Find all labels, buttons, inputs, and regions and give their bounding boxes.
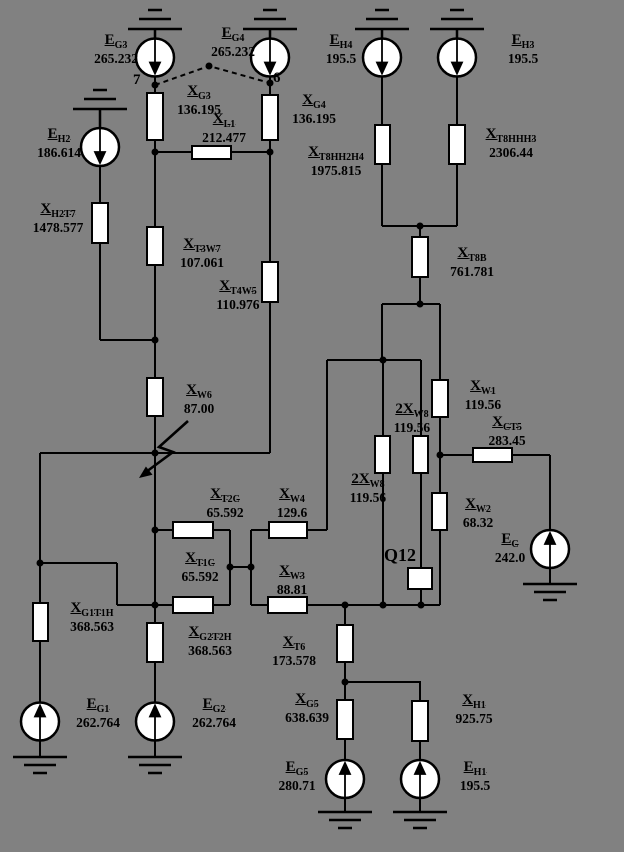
impedance-xh2t7: [92, 203, 108, 243]
label-2xw8-lower: $2X_{W8}$ 119.56: [349, 471, 387, 505]
label-eh3: $E_{H3}$ 195.5: [507, 32, 539, 66]
impedance-xt8hhh3: [449, 125, 465, 164]
label-eg5: $E_{G5}$ 280.71: [278, 759, 316, 793]
impedance-xt3w7: [147, 227, 163, 265]
impedance-xw6: [147, 378, 163, 416]
label-2xw8-upper: $2X_{W8}$ 119.56: [393, 401, 431, 435]
label-xt8hhh3: $X_{T8HHH3}$ 2306.44: [485, 126, 537, 160]
label-xw2: $X_{W2}$ 68.32: [462, 496, 494, 530]
label-xw3: $X_{W3}$ 88.81: [276, 563, 308, 597]
impedance-xt6: [337, 625, 353, 662]
label-eh2: $E_{H2}$ 186.614: [37, 126, 81, 160]
impedance-xg4: [262, 95, 278, 140]
label-eg3: $E_{G3}$ 265.232: [94, 32, 138, 66]
node-label-7: 7: [133, 72, 141, 88]
impedance-xg1t1h: [33, 603, 48, 641]
label-xg2t2h: $X_{G2T2H}$ 368.563: [188, 624, 232, 658]
label-eg2: $E_{G2}$ 262.764: [192, 696, 236, 730]
label-eg1: $E_{G1}$ 262.764: [76, 696, 120, 730]
impedance-xw4: [269, 522, 307, 538]
impedance-xg5: [337, 700, 353, 739]
label-xt4w5: $X_{T4W5}$ 110.976: [216, 278, 260, 312]
fault-lightning-icon: [139, 421, 188, 478]
label-xt2c: $X_{T2C}$ 65.592: [206, 486, 244, 520]
impedance-xh1: [412, 701, 428, 741]
node-label-6: 6: [273, 70, 281, 86]
impedance-2xw8-right: [413, 436, 428, 473]
impedance-xt8hh2h4: [375, 125, 390, 164]
label-xg5: $X_{G5}$ 638.639: [285, 691, 329, 725]
label-xl1: $X_{L1}$ 212.477: [202, 111, 246, 145]
label-xw6: $X_{W6}$ 87.00: [183, 382, 215, 416]
label-ec: $E_C$ 242.0: [494, 531, 526, 565]
label-xg3: $X_{G3}$ 136.195: [177, 83, 221, 117]
impedance-xt2c: [173, 522, 213, 538]
label-xg1t1h: $X_{G1T1H}$ 368.563: [70, 600, 114, 634]
label-xw4: $X_{W4}$ 129.6: [276, 486, 308, 520]
label-xt8hh2h4: $X_{T8HH2H4}$ 1975.815: [308, 144, 364, 178]
impedance-2xw8-left: [375, 436, 390, 473]
label-xt1c: $X_{T1C}$ 65.592: [181, 550, 219, 584]
label-eh1: $E_{H1}$ 195.5: [459, 759, 491, 793]
label-xg4: $X_{G4}$ 136.195: [292, 92, 336, 126]
label-xh2t7: $X_{H2T7}$ 1478.577: [32, 201, 84, 235]
impedance-xt8b: [412, 237, 428, 277]
impedance-xw2: [432, 493, 447, 530]
impedance-xct5: [473, 448, 512, 462]
label-xw1: $X_{W1}$ 119.56: [464, 378, 502, 412]
impedance-xt1c: [173, 597, 213, 613]
impedance-xg2t2h: [147, 623, 163, 662]
impedance-xl1: [192, 146, 231, 159]
label-eh4: $E_{H4}$ 195.5: [325, 32, 357, 66]
label-eg4: $E_{G4}$ 265.232: [211, 25, 255, 59]
label-xt3w7: $X_{T3W7}$ 107.061: [180, 236, 224, 270]
switch-q12-box: [408, 568, 432, 589]
switch-q12-label: Q12: [384, 545, 417, 565]
label-xct5: $X_{CT5}$ 283.45: [488, 414, 526, 448]
impedance-xg3: [147, 93, 163, 140]
label-xt6: $X_{T6}$ 173.578: [272, 634, 316, 668]
impedance-xw3: [268, 597, 307, 613]
label-xt8b: $X_{T8B}$ 761.781: [450, 245, 494, 279]
label-xh1: $X_{H1}$ 925.75: [455, 692, 493, 726]
